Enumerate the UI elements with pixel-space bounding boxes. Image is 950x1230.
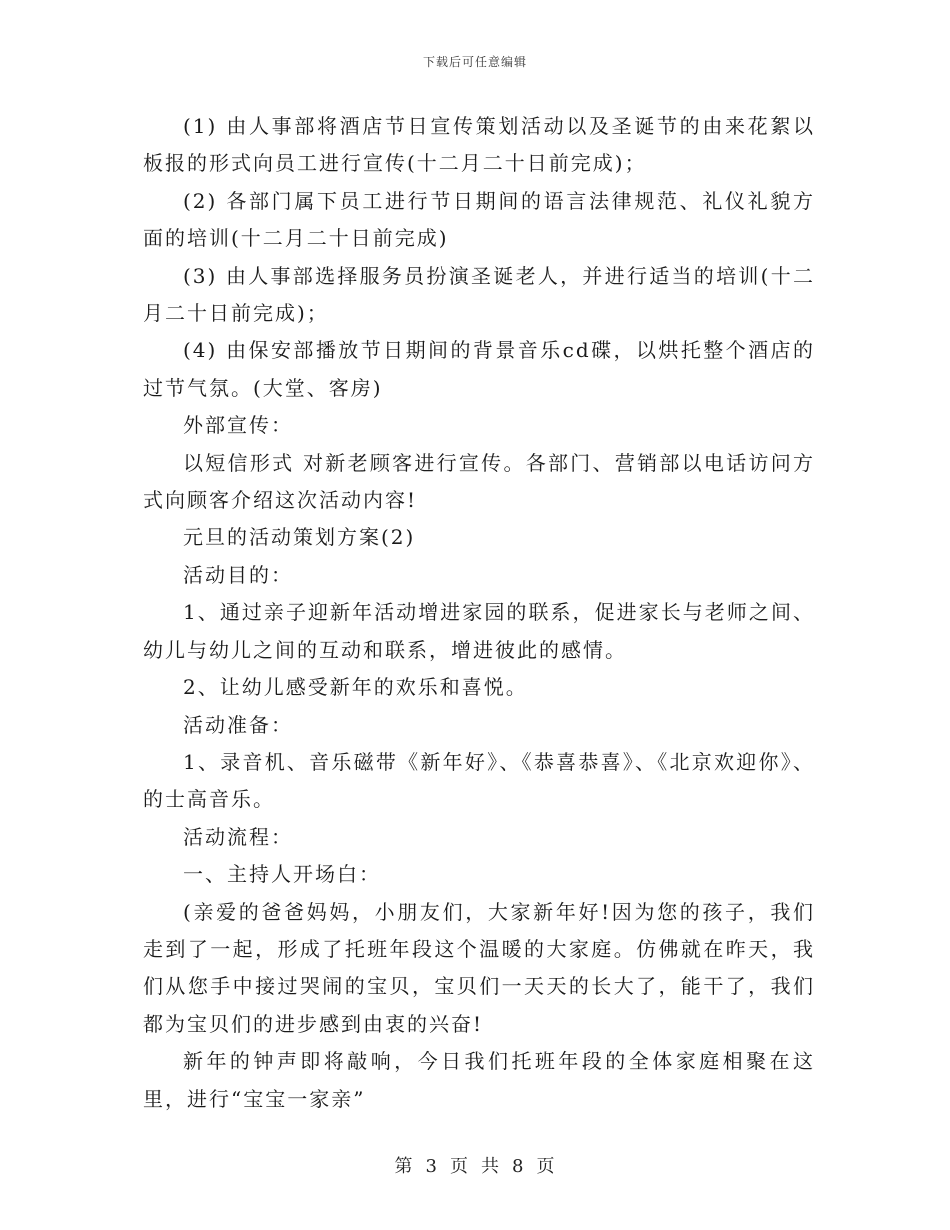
paragraph: (亲爱的爸爸妈妈，小朋友们，大家新年好!因为您的孩子，我们走到了一起，形成了托班年段这个温暖的大家庭。仿佛就在昨天，我们从您手中接过哭闹的宝贝，宝贝们一天天的长大了，能干了，我们都为宝贝们的进步感到由衷的兴奋! [143,899,815,1036]
paragraph: 1、录音机、音乐磁带《新年好》、《恭喜恭喜》、《北京欢迎你》、的士高音乐。 [143,749,815,812]
document-body [143,108,815,1118]
section-heading: 元旦的活动策划方案(2) [183,525,416,550]
footer-total-pages: 8 [512,1156,525,1177]
footer-prefix: 第 [394,1156,414,1177]
footer-suffix: 页 [536,1156,556,1177]
paragraph: (1) 由人事部将酒店节日宣传策划活动以及圣诞节的由来花絮以板报的形式向员工进行宣传(十二月二十日前完成)； [143,114,815,176]
paragraph: 以短信形式 对新老顾客进行宣传。各部门、营销部以电话访问方式向顾客介绍这次活动内容! [143,450,815,513]
section-heading: 活动流程： [183,824,293,849]
footer-total-prefix: 共 [481,1156,500,1177]
paragraph: (4) 由保安部播放节日期间的背景音乐cd碟，以烘托整个酒店的过节气氛。(大堂、客房) [143,338,815,400]
section-heading: 活动目的： [183,562,293,587]
section-heading: 外部宣传： [183,413,293,438]
section-heading: 活动准备： [183,712,293,737]
section-heading: 一、主持人开场白： [183,862,381,887]
header-note: 下载后可任意编辑 [422,55,527,69]
paragraph: 2、让幼儿感受新年的欢乐和喜悦。 [183,675,528,700]
page-footer [0,1152,950,1178]
paragraph: (2) 各部门属下员工进行节日期间的语言法律规范、礼仪礼貌方面的培训(十二月二十日前完成) [143,188,815,251]
paragraph: 1、通过亲子迎新年活动增进家园的联系，促进家长与老师之间、幼儿与幼儿之间的互动和联系，增进彼此的感情。 [143,600,815,662]
paragraph: 新年的钟声即将敲响，今日我们托班年段的全体家庭相聚在这里，进行“宝宝一家亲” [143,1049,815,1111]
paragraph: (3) 由人事部选择服务员扮演圣诞老人，并进行适当的培训(十二月二十日前完成)； [143,263,815,326]
footer-current-page: 3 [425,1156,438,1177]
footer-middle: 页 [450,1156,469,1177]
